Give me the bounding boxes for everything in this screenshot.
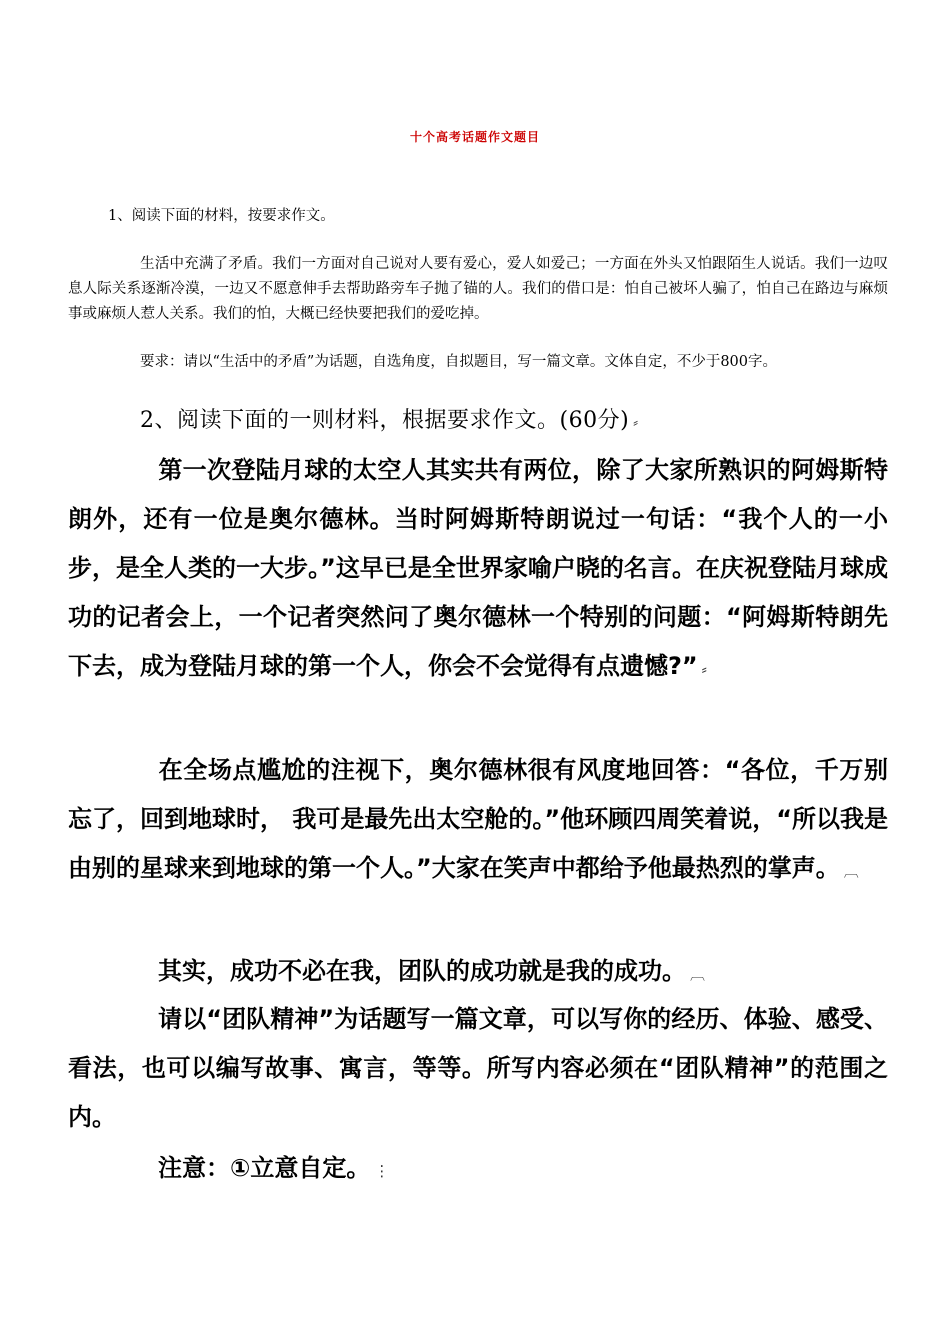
question-1-heading: 1、阅读下面的材料，按要求作文。 xyxy=(108,208,335,224)
question-2-paragraph xyxy=(68,995,888,1142)
paragraph-mark: ⋮ xyxy=(374,1162,390,1180)
paragraph-text: 第一次登陆月球的太空人其实共有两位，除了大家所熟识的阿姆斯特朗外，还有一位是奥尔德林。当时阿姆斯特朗说过一句话：“我个人的一小步，是全人类的一大步。”这早已是全世界家喻户晓的名言。在庆祝登陆月球成功的记者会上，一个记者突然问了奥尔德林一个特别的问题：“阿姆斯特朗先下去，成为登陆月球的第一个人，你会不会觉得有点遗憾?” xyxy=(68,456,888,680)
question-1-requirement: 要求：请以“生活中的矛盾”为话题，自选角度，自拟题目，写一篇文章。文体自定，不少于800字。 xyxy=(140,354,777,370)
question-1-material-text: 生活中充满了矛盾。我们一方面对自己说对人要有爱心，爱人如爱己；一方面在外头又怕跟陌生人说话。我们一边叹息人际关系逐渐冷漠，一边又不愿意伸手去帮助路旁车子抛了锚的人。我们的借口是：怕自己被坏人骗了，怕自己在路边与麻烦事或麻烦人惹人关系。我们的怕，大概已经快要把我们的爱吃掉。 xyxy=(68,256,888,322)
question-2-paragraph xyxy=(68,947,888,999)
paragraph-mark: ⸗ xyxy=(701,660,707,678)
paragraph-text: 其实，成功不必在我，团队的成功就是我的成功。 xyxy=(158,957,686,985)
question-2-paragraph xyxy=(68,746,888,896)
question-2-heading xyxy=(140,405,639,438)
paragraph-text: 在全场点尴尬的注视下，奥尔德林很有风度地回答：“各位，千万别忘了，回到地球时， 我可是最先出太空舱的。”他环顾四周笑着说，“所以我是由别的星球来到地球的第一个人。”大家在笑声中都给予他最热烈的掌声。 xyxy=(68,756,888,882)
paragraph-mark: ︹ xyxy=(843,862,859,880)
paragraph-mark: ︹ xyxy=(690,965,706,983)
question-2-paragraph xyxy=(68,1144,888,1196)
question-1-material xyxy=(68,252,888,327)
paragraph-mark: ⸗ xyxy=(633,413,639,431)
page-title: 十个高考话题作文题目 xyxy=(409,130,540,144)
question-2-heading-text: 2、阅读下面的一则材料，根据要求作文。(60分) xyxy=(140,408,630,433)
question-2-paragraph xyxy=(68,446,888,694)
paragraph-text: 请以“团队精神”为话题写一篇文章，可以写你的经历、体验、感受、看法，也可以编写故事、寓言，等等。所写内容必须在“团队精神”的范围之内。 xyxy=(68,1005,888,1131)
paragraph-text: 注意：①立意自定。 xyxy=(158,1154,371,1182)
